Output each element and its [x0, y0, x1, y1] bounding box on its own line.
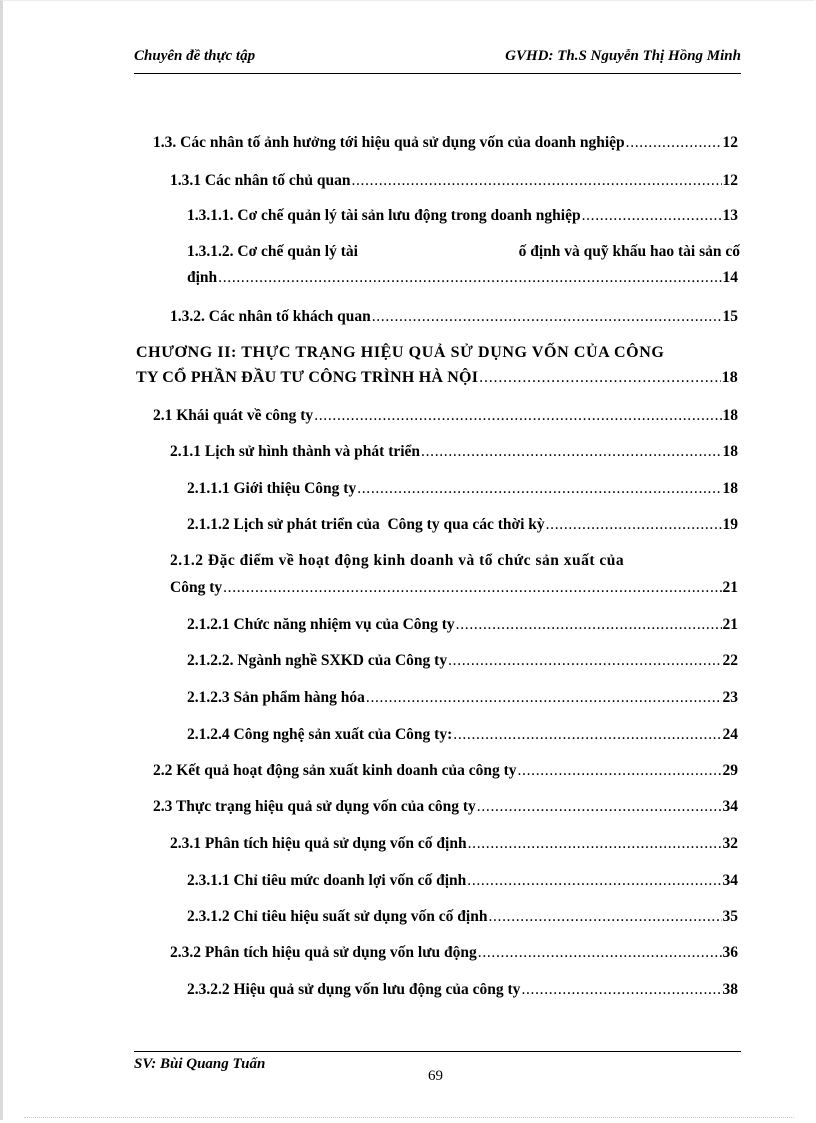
toc-entry-page: 18	[722, 443, 738, 460]
toc-leader	[314, 407, 721, 425]
toc-chapter	[136, 344, 740, 362]
toc-entry-page: 34	[722, 872, 738, 889]
toc-entry-page: 38	[722, 981, 738, 998]
page-header	[134, 48, 741, 70]
toc-entry-title: 2.1.2 Đặc điểm về hoạt động kinh doanh và tổ chức sản xuất của	[170, 552, 625, 569]
toc-entry-page: 12	[722, 134, 738, 151]
toc-entry	[153, 762, 738, 780]
toc-entry-title: 2.1.1.2 Lịch sử phát triển của Công ty qua các thời kỳ	[187, 516, 545, 533]
toc-leader	[351, 172, 721, 190]
toc-entry-title-cont: ố định và quỹ khấu hao tài sản cố	[518, 243, 740, 260]
toc-entry-page: 35	[722, 908, 738, 925]
toc-entry-page: 36	[722, 944, 738, 961]
toc-entry-title: 2.1.2.3 Sản phẩm hàng hóa	[187, 689, 365, 706]
toc-entry	[187, 243, 740, 261]
toc-chapter-continuation	[136, 369, 738, 387]
toc-entry-page: 34	[722, 798, 738, 815]
page-bottom-edge	[24, 1117, 794, 1118]
toc-entry-page: 13	[722, 207, 738, 224]
toc-entry-page: 19	[722, 516, 738, 533]
header-advisor: GVHD: Th.S Nguyễn Thị Hồng Minh	[505, 48, 741, 64]
toc-leader	[218, 269, 721, 287]
toc-entry-title: 2.3.2 Phân tích hiệu quả sử dụng vốn lưu động	[170, 944, 477, 961]
toc-entry-page: 32	[722, 835, 738, 852]
toc-leader	[521, 981, 721, 999]
header-course: Chuyên đề thực tập	[134, 48, 256, 64]
toc-entry-page: 23	[722, 689, 738, 706]
toc-leader	[453, 726, 721, 744]
toc-leader	[448, 652, 721, 670]
toc-entry-title: 2.3 Thực trạng hiệu quả sử dụng vốn của công ty	[153, 798, 476, 815]
toc-entry-title: 2.2 Kết quả hoạt động sản xuất kinh doanh của công ty	[153, 762, 517, 779]
toc-entry-continuation	[170, 579, 738, 597]
toc-entry-page: 22	[722, 652, 738, 669]
toc-entry	[170, 172, 738, 190]
toc-entry-page: 14	[722, 269, 738, 286]
toc-entry-page: 18	[722, 480, 738, 497]
toc-entry	[187, 516, 738, 534]
toc-entry-title: 1.3.2. Các nhân tố khách quan	[170, 308, 371, 325]
toc-leader	[546, 516, 722, 534]
toc-entry-title: 2.1.2.1 Chức năng nhiệm vụ của Công ty	[187, 616, 455, 633]
toc-entry-title: 2.3.1.2 Chỉ tiêu hiệu suất sử dụng vốn cố định	[187, 908, 488, 925]
toc-entry-page: 18	[721, 369, 738, 386]
footer-page-number: 69	[428, 1068, 443, 1084]
toc-entry	[170, 308, 738, 326]
toc-entry	[187, 908, 738, 926]
toc-entry-title: 2.1.1.1 Giới thiệu Công ty	[187, 480, 357, 497]
toc-entry	[187, 726, 738, 744]
toc-entry-title: 2.3.1 Phân tích hiệu quả sử dụng vốn cố định	[170, 835, 467, 852]
toc-leader	[468, 835, 722, 853]
toc-entry-page: 24	[722, 726, 738, 743]
toc-entry-title: 2.3.2.2 Hiệu quả sử dụng vốn lưu động của công ty	[187, 981, 521, 998]
toc-entry	[153, 407, 738, 425]
toc-entry-page: 15	[722, 308, 738, 325]
toc-entry	[187, 981, 738, 999]
toc-entry-title: 1.3. Các nhân tố ảnh hưởng tới hiệu quả sử dụng vốn của doanh nghiệp	[153, 134, 625, 151]
toc-leader	[518, 762, 722, 780]
toc-entry	[187, 616, 738, 634]
toc-entry-title: 1.3.1.2. Cơ chế quản lý tài	[187, 243, 358, 260]
toc-entry	[187, 689, 738, 707]
toc-leader	[456, 616, 722, 634]
toc-entry-title: 1.3.1.1. Cơ chế quản lý tài sản lưu động trong doanh nghiệp	[187, 207, 581, 224]
toc-entry-page: 29	[722, 762, 738, 779]
toc-leader	[488, 908, 721, 926]
toc-entry-page: 21	[722, 616, 738, 633]
toc-leader	[357, 480, 721, 498]
toc-leader	[223, 579, 721, 597]
toc-entry-title: 2.3.1.1 Chỉ tiêu mức doanh lợi vốn cố định	[187, 872, 467, 889]
toc-leader	[366, 689, 722, 707]
toc-entry	[170, 835, 738, 853]
toc-entry	[170, 443, 738, 461]
toc-entry	[153, 134, 738, 152]
toc-entry-title: 2.1.2.2. Ngành nghề SXKD của Công ty	[187, 652, 448, 669]
toc-entry-title: định	[187, 269, 218, 286]
toc-entry	[187, 207, 738, 225]
toc-entry	[170, 552, 740, 570]
header-rule	[134, 73, 741, 74]
toc-entry	[153, 798, 738, 816]
toc-leader	[626, 134, 722, 152]
toc-leader	[372, 308, 722, 326]
toc-entry-continuation	[187, 269, 738, 287]
toc-entry-page: 18	[722, 407, 738, 424]
toc-leader	[478, 944, 722, 962]
toc-entry	[170, 944, 738, 962]
footer-rule	[134, 1051, 741, 1052]
toc-leader	[477, 798, 722, 816]
toc-entry	[187, 652, 738, 670]
toc-entry-title: Công ty	[170, 579, 223, 596]
toc-entry-page: 21	[722, 579, 738, 596]
toc-chapter-title: CHƯƠNG II: THỰC TRẠNG HIỆU QUẢ SỬ DỤNG VỐN CỦA CÔNG	[136, 344, 665, 361]
footer-student: SV: Bùi Quang Tuấn	[134, 1056, 266, 1072]
toc-leader	[582, 207, 722, 225]
toc-entry-title: 2.1.1 Lịch sử hình thành và phát triển	[170, 443, 421, 460]
toc-entry-title: 1.3.1 Các nhân tố chủ quan	[170, 172, 351, 189]
toc-chapter-title: TY CỔ PHẦN ĐẦU TƯ CÔNG TRÌNH HÀ NỘI	[136, 369, 479, 386]
toc-entry-title: 2.1 Khái quát về công ty	[153, 407, 314, 424]
toc-leader	[421, 443, 721, 461]
toc-entry-title: 2.1.2.4 Công nghệ sản xuất của Công ty:	[187, 726, 453, 743]
toc-entry	[187, 872, 738, 890]
toc-leader	[479, 369, 720, 387]
toc-entry	[187, 480, 738, 498]
toc-leader	[467, 872, 721, 890]
toc-entry-page: 12	[722, 172, 738, 189]
